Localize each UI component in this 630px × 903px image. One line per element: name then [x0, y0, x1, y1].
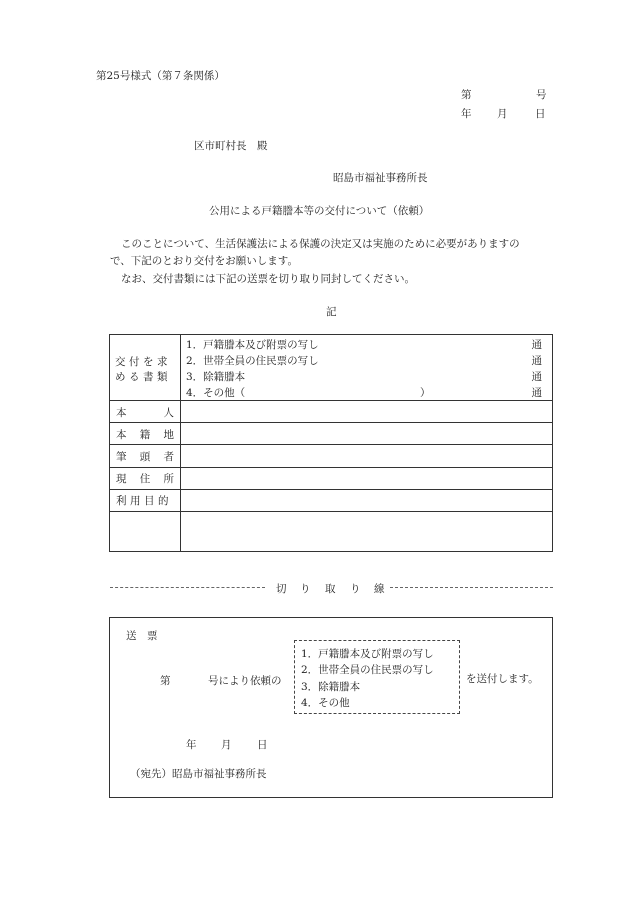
cut-line-char: 取 — [325, 583, 336, 595]
slip-month: 月 — [221, 739, 232, 751]
body-line-3: なお、交付書類には下記の送票を切り取り同封してください。 — [121, 273, 415, 285]
slip-year: 年 — [186, 739, 197, 751]
cut-line-char: 線 — [374, 583, 385, 595]
request-item-text: 4．その他（ — [186, 387, 246, 399]
request-label-line-2: める書類 — [115, 371, 171, 383]
row-label-char: 住 — [139, 473, 151, 485]
row-label-honnin — [110, 405, 180, 420]
row-divider — [110, 511, 552, 512]
row-label-genjuusho — [110, 471, 180, 486]
body-line-2: で、下記のとおり交付をお願いします。 — [110, 255, 298, 267]
cut-line-dash-left — [110, 587, 265, 588]
body-line-1: このことについて、生活保護法による保護の決定又は実施のために必要がありますの — [121, 238, 520, 250]
request-item — [186, 385, 542, 400]
request-item-unit: 通 — [531, 339, 542, 351]
sender: 昭島市福祉事務所長 — [333, 172, 428, 184]
cut-line-char: り — [300, 583, 311, 595]
row-label-char: 本 — [116, 429, 127, 441]
row-divider — [110, 422, 552, 423]
row-label-hittousha — [110, 449, 180, 464]
row-divider — [110, 400, 552, 401]
request-item-unit: 通 — [531, 355, 542, 367]
date-year: 年 — [461, 108, 472, 120]
slip-dai: 第 — [160, 675, 171, 687]
cut-line-char: 切 — [276, 583, 287, 595]
document-number-prefix: 第 — [461, 89, 472, 101]
date-day: 日 — [535, 108, 546, 120]
cut-line-dash-right — [390, 587, 553, 588]
row-label-char: 所 — [163, 473, 174, 485]
slip-document-item: 1．戸籍謄本及び附票の写し — [301, 648, 434, 660]
request-item-text: 3．除籍謄本 — [186, 371, 246, 383]
slip-document-item: 2．世帯全員の住民票の写し — [301, 664, 434, 676]
request-item-text: 1．戸籍謄本及び附票の写し — [186, 339, 319, 351]
slip-addressee: （宛先）昭島市福祉事務所長 — [130, 768, 267, 780]
request-item-text: 2．世帯全員の住民票の写し — [186, 355, 319, 367]
form-number: 第25号様式（第７条関係） — [96, 70, 225, 82]
row-label-honseki — [110, 427, 180, 442]
row-divider — [110, 444, 552, 445]
row-label-char: 籍 — [139, 429, 151, 441]
request-item-unit: 通 — [531, 371, 542, 383]
document-number-suffix: 号 — [536, 89, 547, 101]
date-month: 月 — [497, 108, 508, 120]
slip-day: 日 — [257, 739, 268, 751]
slip-go-text: 号により依頼の — [208, 675, 282, 687]
slip-document-item: 3．除籍謄本 — [301, 681, 361, 693]
document-title: 公用による戸籍謄本等の交付について（依頼） — [209, 205, 430, 217]
request-item — [186, 337, 542, 352]
row-label-char: 地 — [163, 429, 174, 441]
row-label-purpose: 利用目的 — [116, 495, 172, 507]
ki-heading: 記 — [326, 306, 337, 318]
slip-title: 送 票 — [126, 630, 158, 642]
slip-send-text: を送付します。 — [466, 673, 539, 685]
row-label-char: 頭 — [139, 451, 151, 463]
row-divider — [110, 467, 552, 468]
slip-documents-box — [294, 640, 460, 714]
cut-line — [110, 581, 553, 593]
addressee: 区市町村長 殿 — [194, 140, 268, 152]
request-table — [109, 334, 553, 552]
slip-document-item: 4．その他 — [301, 697, 350, 709]
row-label-char: 現 — [116, 473, 127, 485]
cut-line-char: り — [350, 583, 361, 595]
row-label-char: 本 — [116, 407, 127, 419]
request-label-line-1: 交付を求 — [115, 356, 171, 368]
request-item — [186, 353, 542, 368]
row-label-char: 者 — [163, 451, 174, 463]
other-close-paren: ） — [420, 387, 431, 399]
request-item — [186, 369, 542, 384]
row-label-char: 人 — [163, 407, 174, 419]
row-label-char: 筆 — [116, 451, 127, 463]
row-divider — [110, 489, 552, 490]
request-item-unit: 通 — [531, 387, 542, 399]
